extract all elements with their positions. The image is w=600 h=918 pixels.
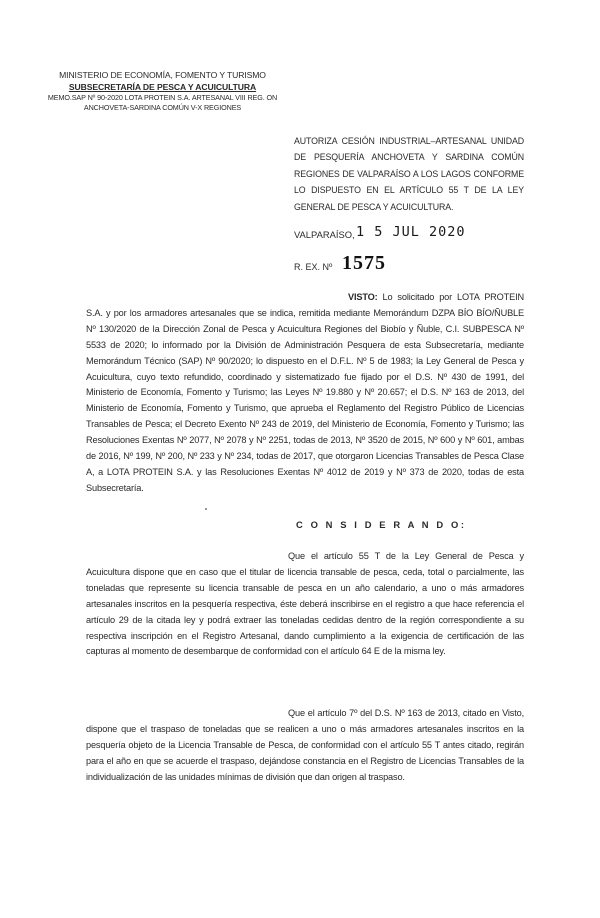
resolution-subject: AUTORIZA CESIÓN INDUSTRIAL–ARTESANAL UNIDAD DE PESQUERÍA ANCHOVETA Y SARDINA COMÚN REGIONES DE VALPARAÍSO A LOS LAGOS CONFORME LO DISPUESTO EN EL ARTÍCULO 55 T DE LA LEY GENERAL DE PESCA Y ACUICULTURA. [294,136,524,212]
resolution-number: 1575 [342,252,386,274]
place-label: VALPARAÍSO, [294,229,355,240]
visto-text: Lo solicitado por LOTA PROTEIN S.A. y por los armadores artesanales que se indica, remitida mediante Memorándum DZPA BÍO BÍO/ÑUBLE Nº 130/2020 de la Dirección Zonal de Pesca y Acuicultura Regiones del Biobío y Ñuble, C.I. SUBPESCA Nº 5533 de 2020; lo informado por la División de Administración Pesquera de esta Subsecretaría, mediante Memorándum Técnico (SAP) Nº 90/2020; lo dispuesto en el D.F.L. Nº 5 de 1983; la Ley General de Pesca y Acuicultura, cuyo texto refundido, coordinado y sistematizado fue fijado por el D.S. Nº 430 de 1991, del Ministerio de Economía, Fomento y Turismo; las Leyes Nº 19.880 y Nº 20.657; el D.S. Nº 163 de 2013, del Ministerio de Economía, Fomento y Turismo, que aprueba el Reglamento del Registro Público de Licencias Transables de Pesca; el Decreto Exento Nº 243 de 2019, del Ministerio de Economía, Fomento y Turismo; las Resoluciones Exentas Nº 2077, Nº 2078 y Nº 2251, todas de 2013, Nº 3520 de 2015, Nº 600 y Nº 601, ambas de 2016, Nº 199, Nº 200, Nº 233 y Nº 234, todas de 2017, que otorgaron Licencias Transables de Pesca Clase A, a LOTA PROTEIN S.A. y las Resoluciones Exentas Nº 4012 de 2019 y Nº 373 de 2020, todas de esta Subsecretaría. [86,292,524,493]
considerando-paragraph-1: Que el artículo 55 T de la Ley General de Pesca y Acuicultura dispone que en caso que el titular de licencia transable de pesca, ceda, total o parcialmente, las toneladas que represente su licencia transable de pesca en un año calendario, a uno o más armadores artesanales inscritos en la pesquería respectiva, éste deberá inscribirse en el registro a que hace referencia el artículo 29 de la citada ley y podrá extraer las toneladas cedidas dentro de la región correspondiente a su respectiva inscripción en el Registro Artesanal, dando cumplimiento a la exigencia de certificación de las capturas al momento de desembarque de conformidad con el artículo 64 E de la misma ley. [86,551,524,657]
considerando-paragraph-2: Que el artículo 7º del D.S. Nº 163 de 2013, citado en Visto, dispone que el traspaso de toneladas que se realicen a uno o más armadores artesanales inscritos en la pesquería objeto de la Licencia Transable de Pesca, de conformidad con el artículo 55 T antes citado, regirán para el año en que se acuerde el traspaso, dejándose constancia en el Registro de Licencias Transables de la individualización de las unidades mínimas de división que dan origen al traspaso. [86,708,524,782]
subsecretaria-name: SUBSECRETARÍA DE PESCA Y ACUICULTURA [68,81,257,92]
ministry-name: MINISTERIO DE ECONOMÍA, FOMENTO Y TURISMO [59,70,266,80]
letterhead [40,70,285,114]
visto-keyword: VISTO: [348,292,378,302]
rex-label: R. EX. Nº [294,262,333,272]
scan-speck [205,508,207,510]
fishery-reference: ANCHOVETA-SARDINA COMÚN V-X REGIONES [83,103,242,113]
memo-reference: MEMO.SAP Nº 90-2020 LOTA PROTEIN S.A. ARTESANAL VIII REG. ON [47,93,278,103]
date-stamp: 1 5 JUL 2020 [356,224,466,240]
considerando-heading: C O N S I D E R A N D O: [296,519,467,530]
visto-paragraph [86,290,524,497]
